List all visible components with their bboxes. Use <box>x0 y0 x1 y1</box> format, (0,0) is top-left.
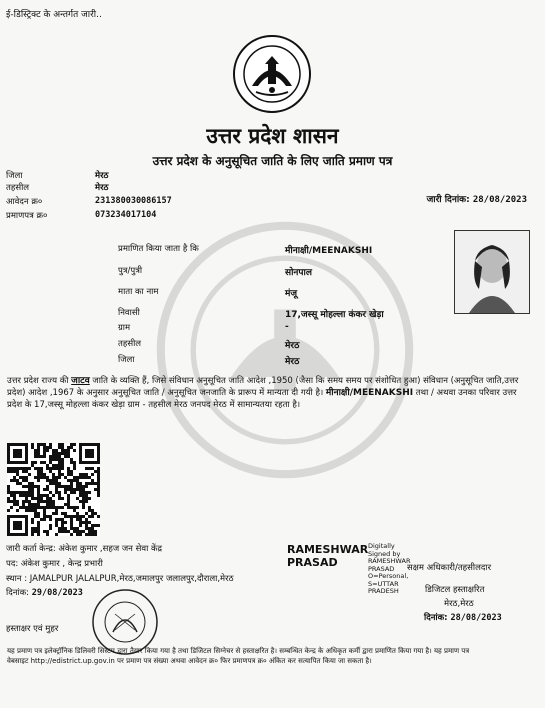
certificate-no-label: प्रमाणपत्र क्र० <box>6 211 48 221</box>
issuer-post-label: पद: <box>6 559 19 569</box>
issue-date <box>427 192 527 205</box>
footer-note <box>7 646 533 666</box>
issue-place-label: स्थान : <box>6 574 28 584</box>
certification-paragraph <box>7 375 531 411</box>
caste-name: जाटव <box>71 376 90 386</box>
signer-name-line2: PRASAD <box>287 556 338 569</box>
issuing-center-value: अंकेश कुमार ,सहज जन सेवा केंद्र <box>58 544 163 554</box>
up-government-emblem <box>232 34 312 114</box>
resident-label: निवासी <box>118 308 140 318</box>
certified-label: प्रमाणित किया जाता है कि <box>118 244 199 254</box>
district-label: जिला <box>6 171 23 181</box>
header-note: ई-डिस्ट्रिक्ट के अन्तर्गत जारी.. <box>6 10 102 20</box>
authority-title: सक्षम अधिकारी/तहसीलदार <box>407 563 492 573</box>
mother-name: मंजू <box>285 289 298 299</box>
issuer-date-label: दिनांक: <box>6 588 30 598</box>
digital-signer-name <box>287 543 368 569</box>
verification-qr-code[interactable] <box>7 443 100 536</box>
issue-date-label: जारी दिनांक: <box>426 195 470 205</box>
detail-district-label: जिला <box>118 355 135 365</box>
issuing-center <box>6 543 162 554</box>
para-line2: संविधान (अनुसूचित जाति,उत्तर प्रदेश) आदेश ,1967 के अनुसार अनुसूचित जाति / अनुसूचित जनजाति के प्रारूप में मान्यता दी गयी है। <box>7 376 519 398</box>
authority-date-value: 28/08/2023 <box>450 613 502 623</box>
authority-digital-signed: डिजिटल हस्ताक्षरित <box>425 585 485 595</box>
applicant-photo <box>454 230 530 314</box>
village-label: ग्राम <box>118 323 131 333</box>
issuer-date-value: 29/08/2023 <box>31 588 83 598</box>
person-photo-icon <box>455 231 529 313</box>
detail-tehsil-label: तहसील <box>118 339 142 349</box>
detail-district-value: मेरठ <box>285 357 300 367</box>
para-line3: तथा / अथवा उनका परिवार उत्तर प्रदेश के 17,जस्सू मोहल्ला कंकर खेड़ा ग्राम - तहसील मेरठ जनपद मेरठ में <box>7 388 517 410</box>
issue-place <box>6 573 234 584</box>
tehsil-value: मेरठ <box>95 183 109 193</box>
parent-label: पुत्र/पुत्री <box>118 266 143 276</box>
detail-tehsil-value: मेरठ <box>285 341 300 351</box>
issuing-center-label: जारी कर्ता केन्द्र: <box>6 544 56 554</box>
issue-date-value: 28/08/2023 <box>472 195 527 205</box>
issuer-post <box>6 558 103 569</box>
certificate-title: उत्तर प्रदेश शासन <box>206 123 339 148</box>
authority-date <box>424 612 502 623</box>
signer-name-line1: RAMESHWAR <box>287 543 369 556</box>
district-value: मेरठ <box>95 171 109 181</box>
certificate-no-value: 073234017104 <box>95 210 157 220</box>
tehsil-label: तहसील <box>6 183 30 193</box>
para-applicant-name: मीनाक्षी/MEENAKSHI <box>325 388 414 398</box>
application-no-value: 231380030086157 <box>95 196 172 206</box>
digital-signature-details: Digitally Signed by RAMESHWAR PRASAD O=Personal, S=UTTAR PRADESH <box>368 542 411 595</box>
application-no-label: आवेदन क्र० <box>6 197 43 207</box>
sign-and-seal-label: हस्ताक्षर एवं मुहर <box>6 624 59 634</box>
footer-line2: वेबसाइट http://edistrict.up.gov.in पर प्रमाण पत्र संख्या अथवा आवेदन क्र० फिर प्रमाणपत्र क्र० अंकित कर सत्यापित किया जा सकता है। <box>7 657 372 665</box>
mother-label: माता का नाम <box>118 287 159 297</box>
para-line1-end: जाति के व्यक्ति हैं, जिसे संविधान अनुसूचित जाति आदेश ,1950 (जैसा कि समय समय पर संशोधित हुआ) <box>92 376 421 386</box>
issue-place-value: JAMALPUR JALALPUR,मेरठ,जमालपुर जलालपुर,दौराला,मेरठ <box>29 574 234 584</box>
resident-address: 17,जस्सू मोहल्ला कंकर खेड़ा <box>285 310 384 320</box>
para-line1-start: उत्तर प्रदेश राज्य की <box>7 376 69 386</box>
father-name: सोनपाल <box>285 268 312 278</box>
footer-line1: यह प्रमाण पत्र इलेक्ट्रॉनिक डिलिवरी सिस्टम द्वारा तैयार किया गया है तथा डिजिटल सिग्नेचर से हस्ताक्षरित है। सम्बन्धित केन्द्र के अधिकृत कर्मी द्वारा प्रमाणित किया गया है। यह प्रमाण पत्र <box>7 647 470 655</box>
para-line4: सामान्यतया रहता है। <box>237 400 301 410</box>
village-value: - <box>285 322 289 332</box>
issuer-post-value: अंकेश कुमार , केन्द्र प्रभारी <box>20 559 103 569</box>
issuer-date <box>6 587 83 598</box>
authority-place: मेरठ,मेरठ <box>444 599 474 609</box>
applicant-name: मीनाक्षी/MEENAKSHI <box>285 246 373 256</box>
authority-date-label: दिनांक: <box>424 613 448 623</box>
certificate-subtitle: उत्तर प्रदेश के अनुसूचित जाति के लिए जाति प्रमाण पत्र <box>152 154 393 168</box>
